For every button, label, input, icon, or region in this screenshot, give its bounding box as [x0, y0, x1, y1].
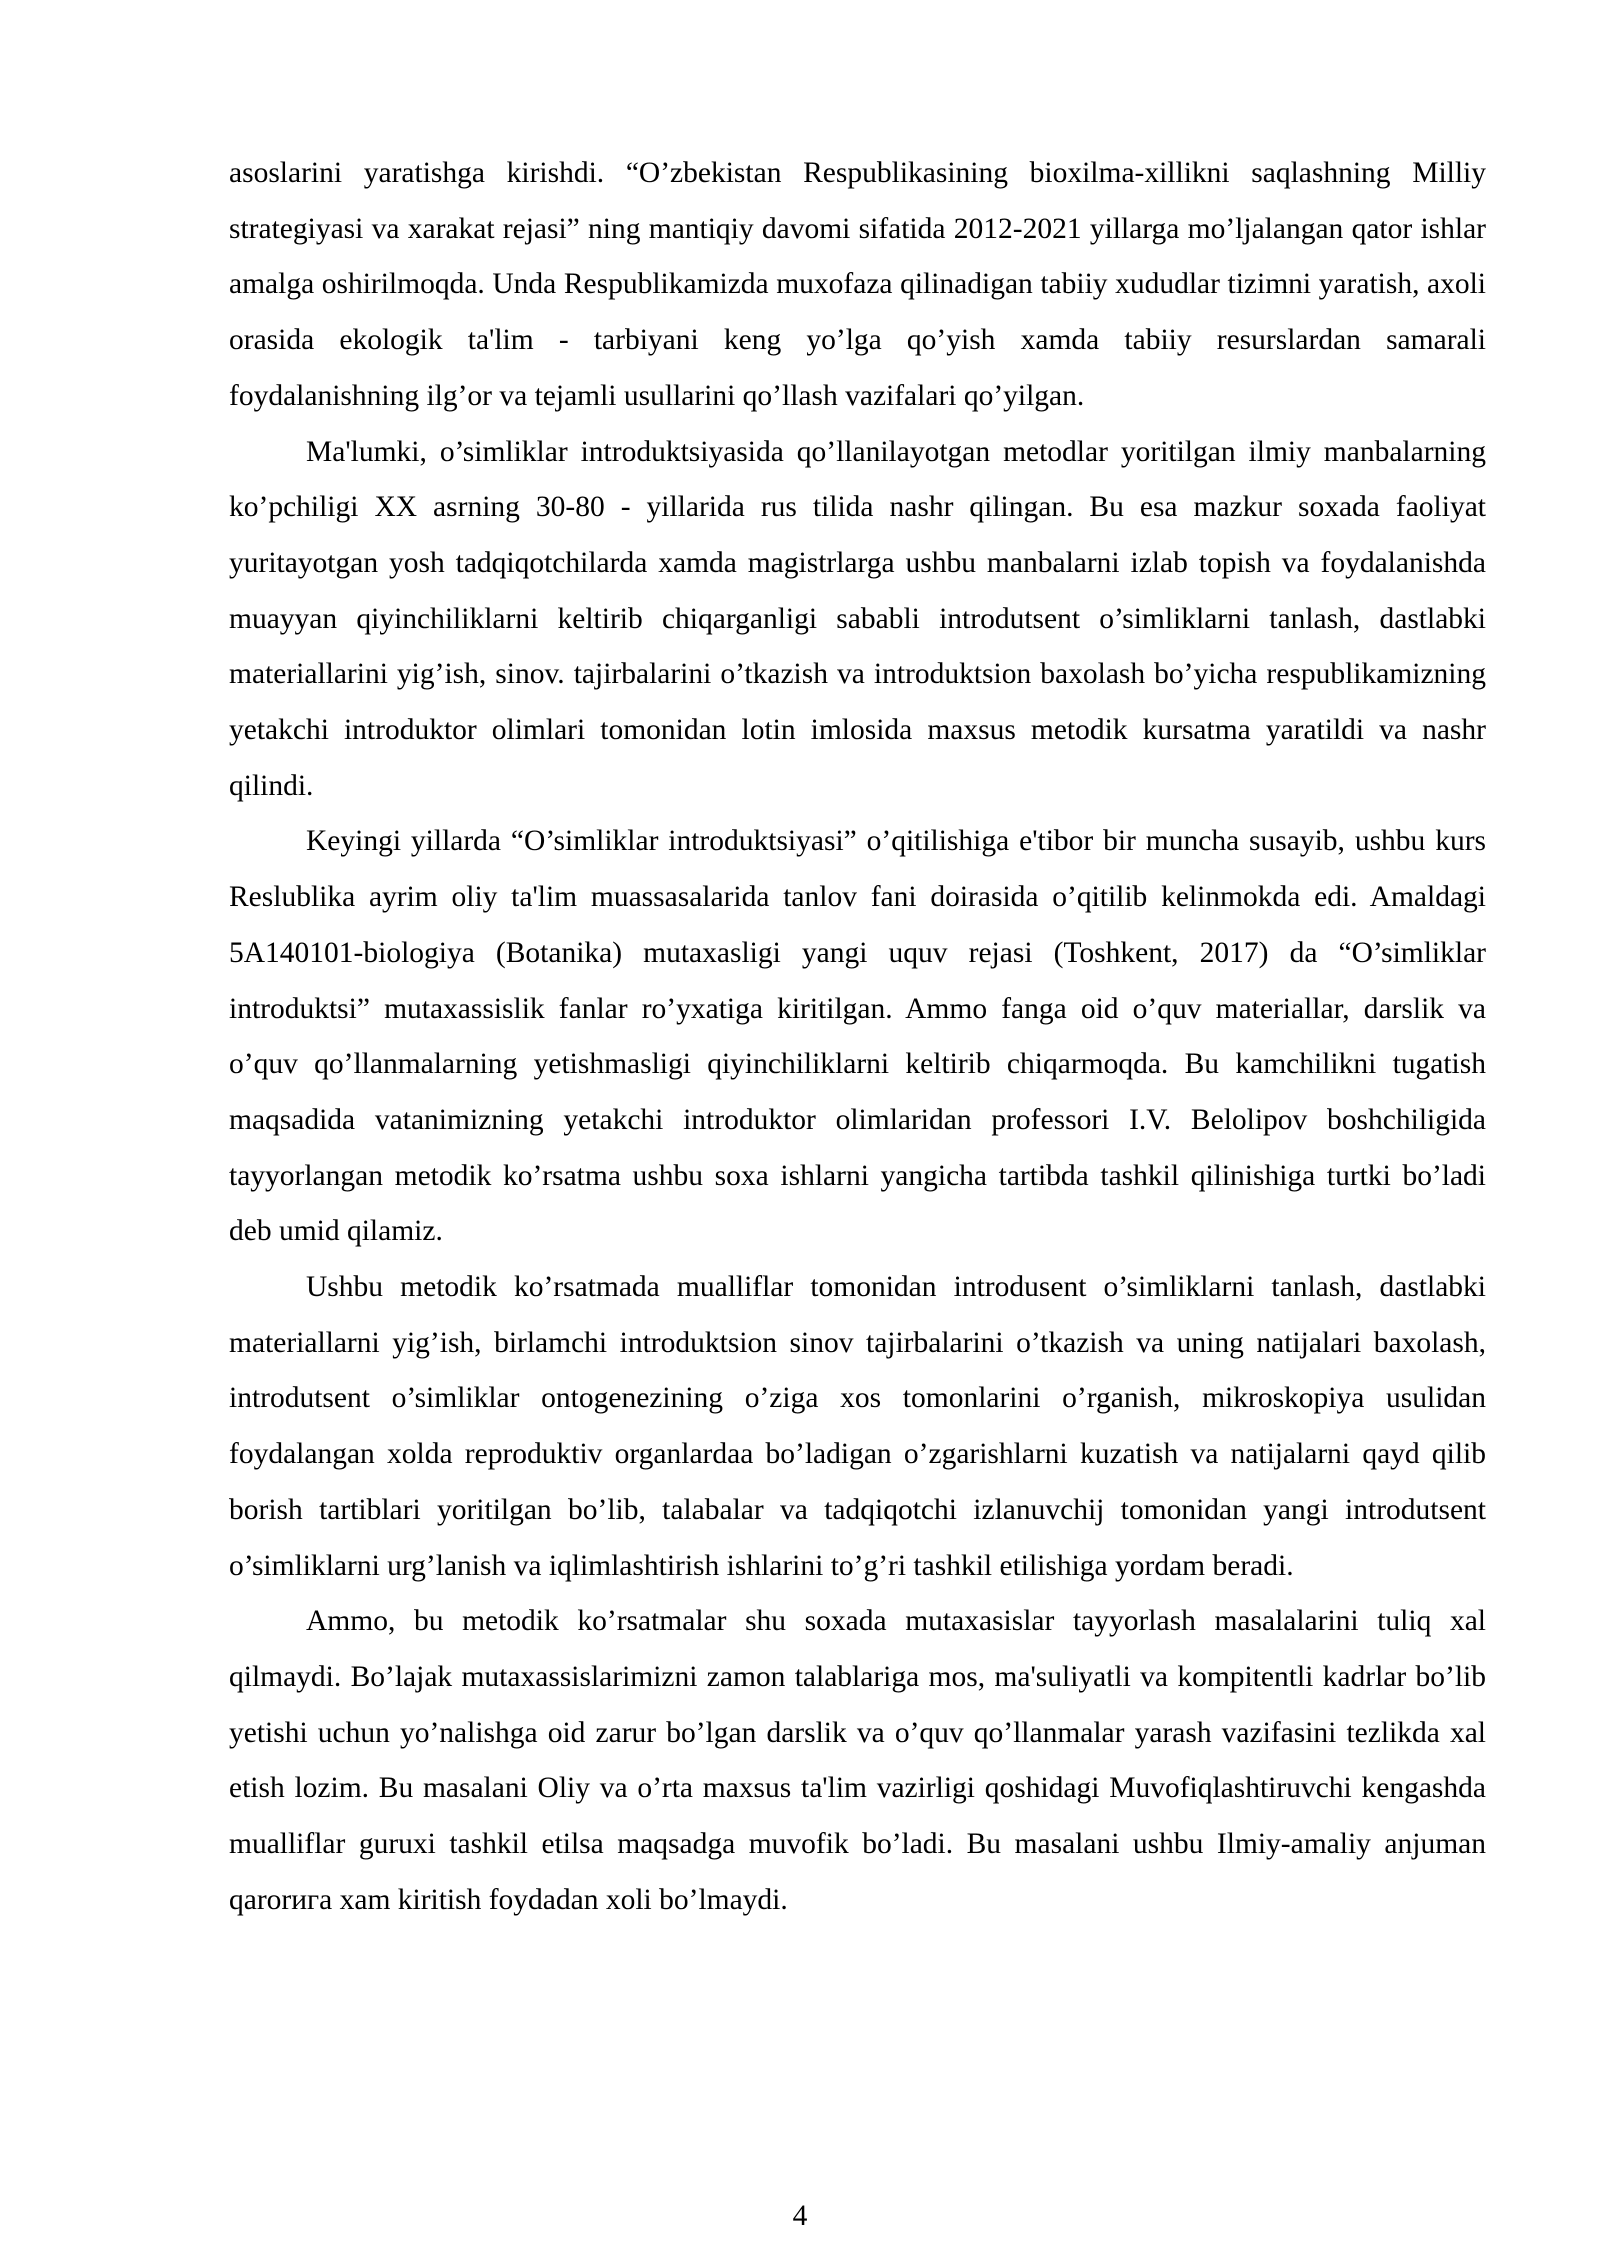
paragraph-conclusion: Ammo, bu metodik ko’rsatmalar shu soxada mutaxasislar tayyorlash masalalarini tuliq xal qilmaydi. Bo’lajak mutaxassislarimizni zamon talablariga mos, ma'suliyatli va kompitentli kadrlar bo’lib yetishi uchun yo’nalishga oid zarur bo’lgan darslik va o’quv qo’llanmalar yarash vazifasini tezlikda xal etish lozim. Bu masalani Oliy va o’rta maxsus ta'lim vazirligi qoshidagi Muvofiqlashtiruvchi kengashda mualliflar guruxi tashkil etilsa maqsadga muvofik bo’ladi. Bu masalani ushbu Ilmiy-amaliy anjuman qarorига xam kiritish foydadan xoli bo’lmaydi. [229, 1605, 1486, 1916]
paragraph-course-teaching: Keyingi yillarda “O’simliklar introduktsiyasi” o’qitilishiga e'tibor bir muncha susayib, ushbu kurs Reslublika ayrim oliy ta'lim muassasalarida tanlov fani doirasida o’qitilib kelinmokda edi. Amaldagi 5A140101-biologiya (Botanika) mutaxasligi yangi uquv rejasi (Toshkent, 2017) da “O’simliklar introduktsi” mutaxassislik fanlar ro’yxatiga kiritilgan. Ammo fanga oid o’quv materiallar, darslik va o’quv qo’llanmalarning yetishmasligi qiyinchiliklarni keltirib chiqarmoqda. Bu kamchilikni tugatish maqsadida vatanimizning yetakchi introduktor olimlaridan professori I.V. Belolipov boshchiligida tayyorlangan metodik ko’rsatma ushbu soxa ishlarni yangicha tartibda tashkil qilinishiga turtki bo’ladi deb umid qilamiz. [229, 825, 1486, 1248]
page-number: 4 [792, 2200, 808, 2232]
paragraph-guide-contents: Ushbu metodik ko’rsatmada mualliflar tomonidan introdusent o’simliklarni tanlash, dastlabki materiallarni yig’ish, birlamchi introduktsion sinov tajirbalarini o’tkazish va uning natijalari baxolash, introdutsent o’simliklar ontogenezining o’ziga xos tomonlarini o’rganish, mikroskopiya usulidan foydalangan xolda reproduktiv organlardaa bo’ladigan o’zgarishlarni kuzatish va natijalarni qayd qilib borish tartiblari yoritilgan bo’lib, talabalar va tadqiqotchi izlanuvchij tomonidan yangi introdutsent o’simliklarni urg’lanish va iqlimlashtirish ishlarini to’g’ri tashkil etilishiga yordam beradi. [229, 1271, 1486, 1582]
paragraph-continuation: asoslarini yaratishga kirishdi. “O’zbekistan Respublikasining bioxilma-xillikni saqlashning Milliy strategiyasi va xarakat rejasi” ning mantiqiy davomi sifatida 2012-2021 yillarga mo’ljalangan qator ishlar amalga oshirilmoqda. Unda Respublikamizda muxofaza qilinadigan tabiiy xududlar tizimni yaratish, axoli orasida ekologik ta'lim - tarbiyani keng yo’lga qo’yish xamda tabiiy resurslardan samarali foydalanishning ilg’or va tejamli usullarini qo’llash vazifalari qo’yilgan. [229, 157, 1486, 412]
body-text [229, 146, 1486, 1929]
paragraph-methods-sources: Ma'lumki, o’simliklar introduktsiyasida qo’llanilayotgan metodlar yoritilgan ilmiy manbalarning ko’pchiligi XX asrning 30-80 - yillarida rus tilida nashr qilingan. Bu esa mazkur soxada faoliyat yuritayotgan yosh tadqiqotchilarda xamda magistrlarga ushbu manbalarni izlab topish va foydalanishda muayyan qiyinchiliklarni keltirib chiqarganligi sababli introdutsent o’simliklarni tanlash, dastlabki materiallarini yig’ish, sinov. tajirbalarini o’tkazish va introduktsion baxolash bo’yicha respublikamizning yetakchi introduktor olimlari tomonidan lotin imlosida maxsus metodik kursatma yaratildi va nashr qilindi. [229, 435, 1486, 802]
